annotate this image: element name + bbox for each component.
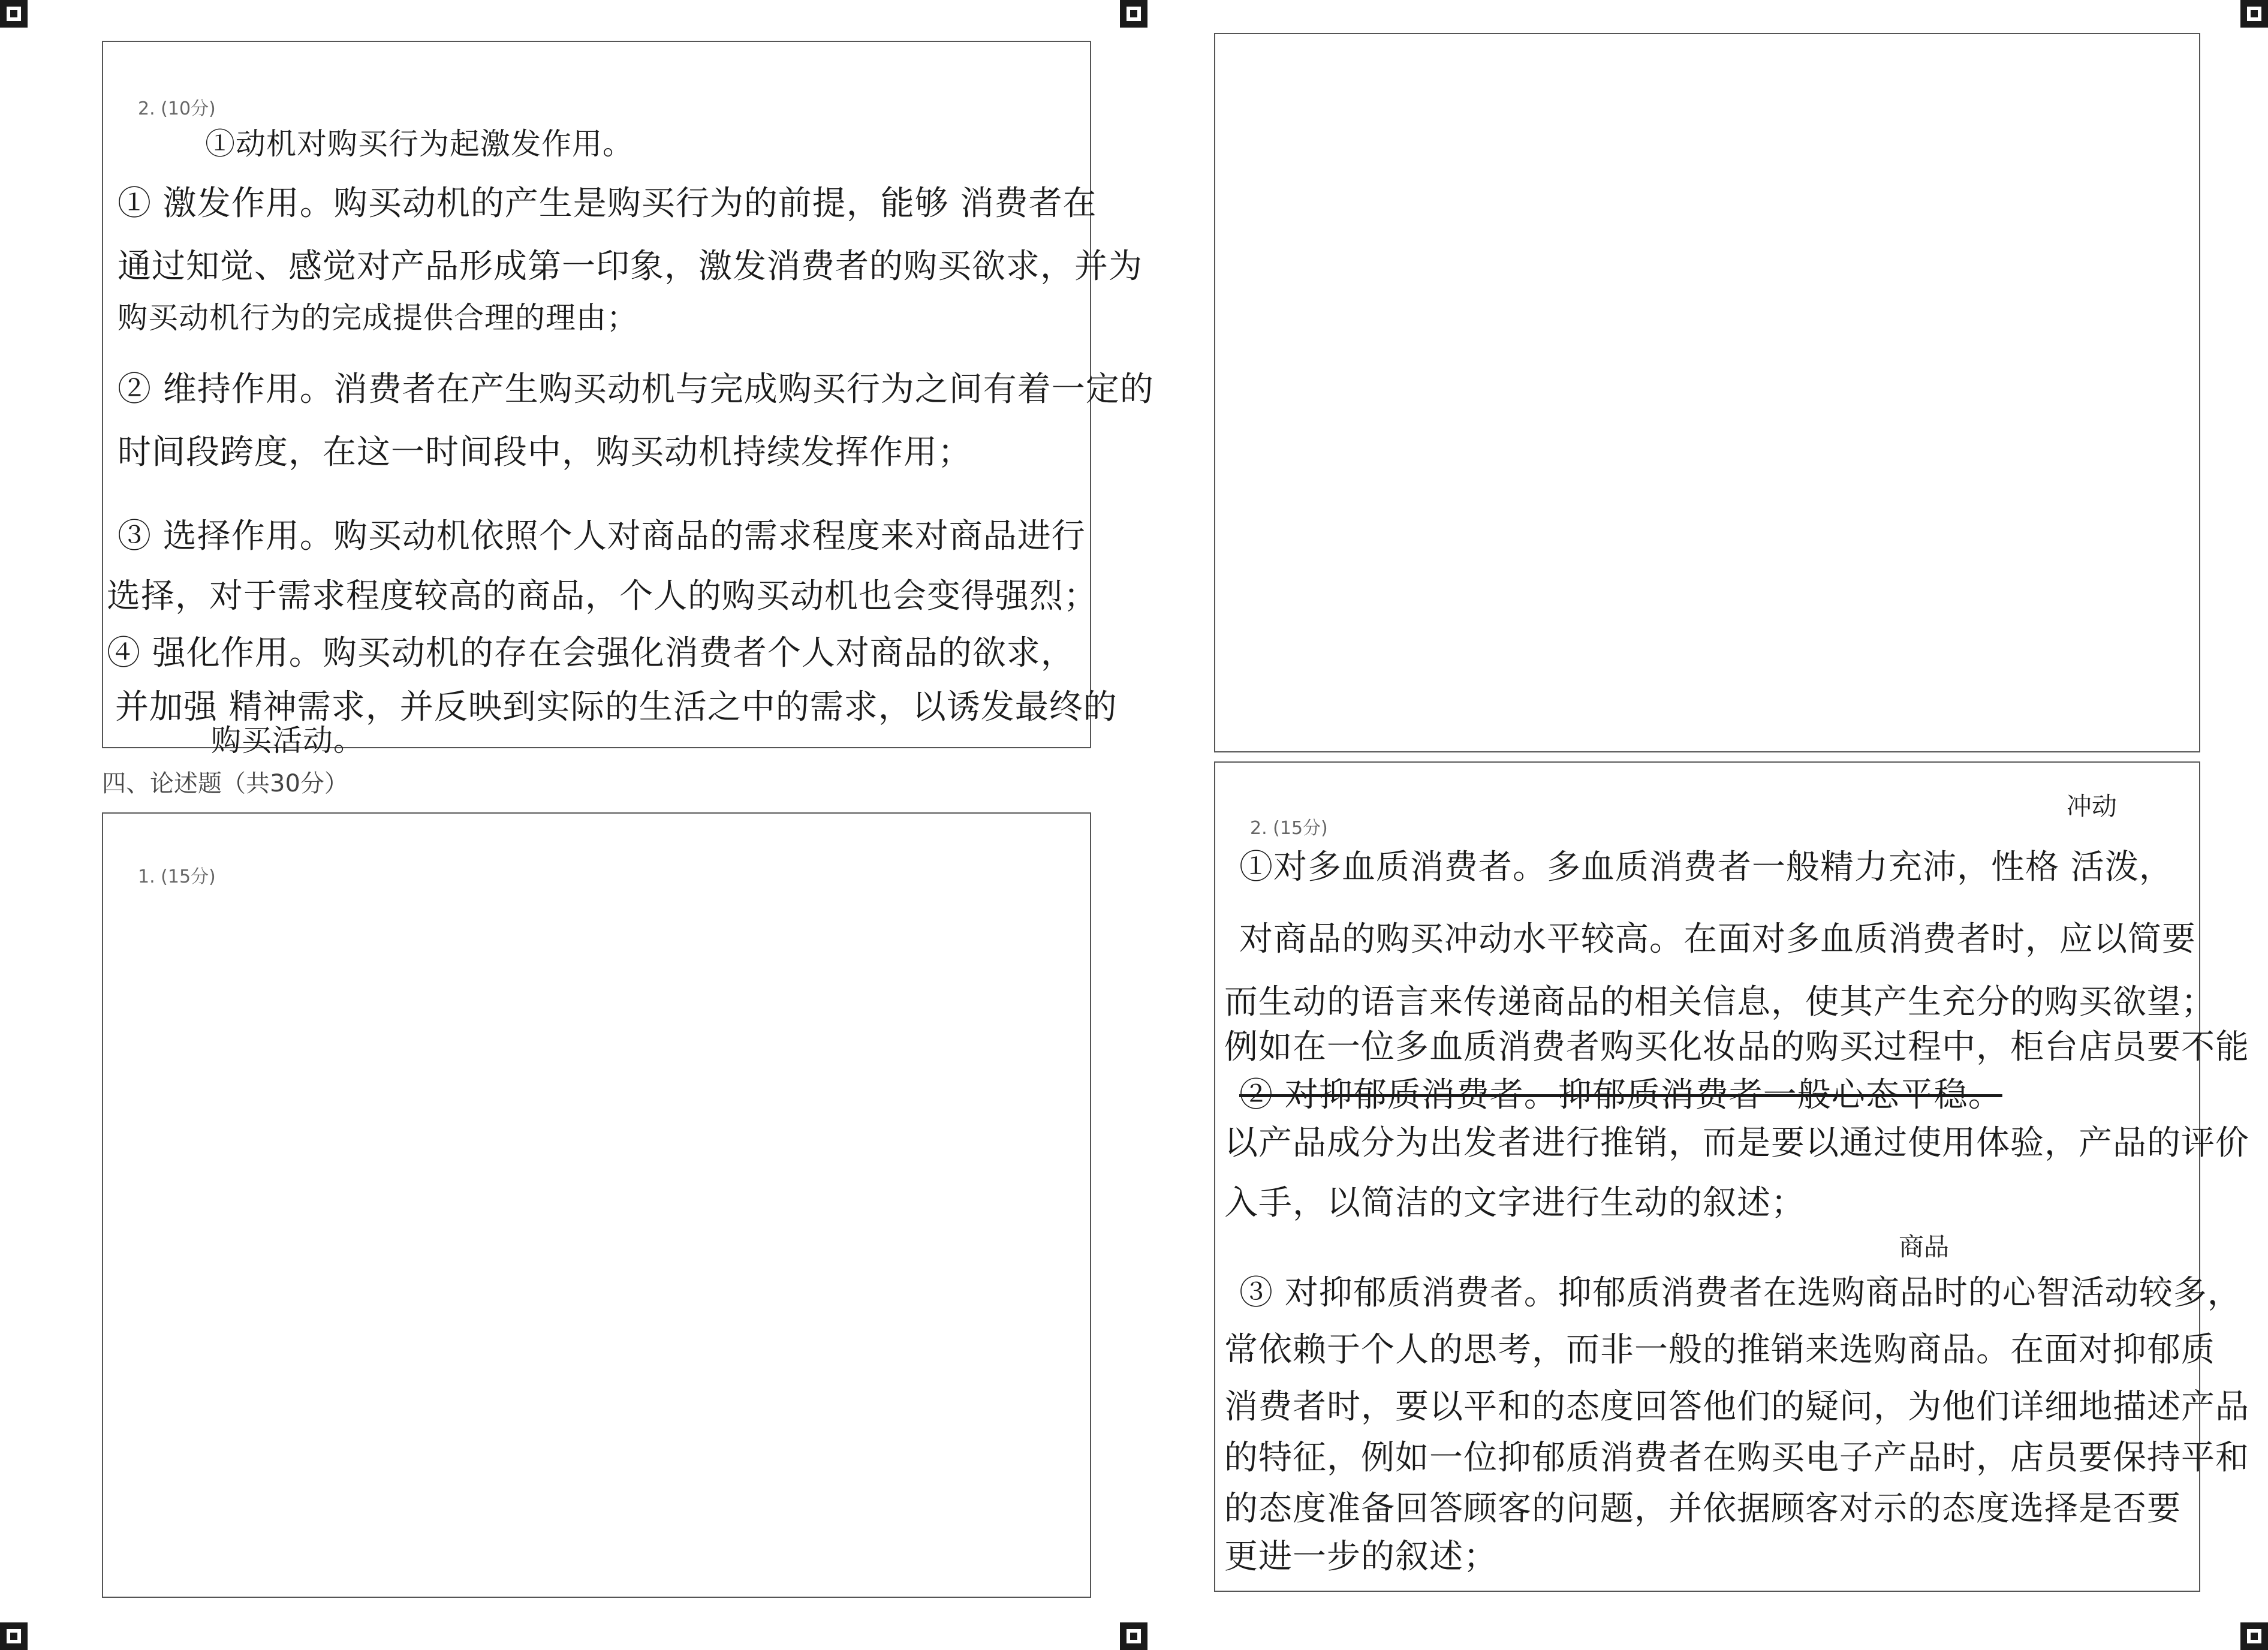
handwritten-insertion: 冲动: [2067, 791, 2118, 821]
registration-mark-bottom-right: [2240, 1622, 2268, 1650]
registration-mark-bottom-left: [0, 1622, 28, 1650]
handwritten-line-6: 时间段跨度，在这一时间段中，购买动机持续发挥作用；: [118, 433, 972, 472]
handwritten-line-2: ① 激发作用。购买动机的产生是购买行为的前提，能够 消费者在: [118, 184, 1097, 223]
handwritten-line-13: 更进一步的叙述；: [1224, 1537, 1498, 1576]
handwritten-line-11: 的特征，例如一位抑郁质消费者在购买电子产品时，店员要保持平和: [1224, 1438, 2249, 1477]
registration-mark-top-right: [2240, 0, 2268, 28]
handwritten-line-3: 而生动的语言来传递商品的相关信息，使其产生充分的购买欲望；: [1224, 983, 2215, 1022]
question-label: 2. (10分): [138, 98, 216, 119]
handwritten-line-1: ①动机对购买行为起激发作用。: [205, 127, 633, 161]
registration-mark-top-middle: [1120, 0, 1147, 28]
handwritten-line-8: ③ 对抑郁质消费者。抑郁质消费者在选购商品时的心智活动较多，: [1239, 1273, 2242, 1312]
answer-box-continuation: [1214, 33, 2200, 752]
handwritten-line-8: 选择，对于需求程度较高的商品，个人的购买动机也会变得强烈；: [107, 577, 1098, 616]
handwritten-line-7: ③ 选择作用。购买动机依照个人对商品的需求程度来对商品进行: [118, 517, 1086, 556]
handwritten-line-1: ①对多血质消费者。多血质消费者一般精力充沛，性格 活泼，: [1239, 848, 2173, 887]
question-label: 1. (15分): [138, 866, 216, 887]
handwritten-line-2: 对商品的购买冲动水平较高。在面对多血质消费者时，应以简要: [1239, 920, 2196, 959]
question-label: 2. (15分): [1250, 818, 1328, 839]
handwritten-line-10: 并加强 精神需求，并反映到实际的生活之中的需求，以诱发最终的: [115, 688, 1118, 727]
handwritten-line-12: 的态度准备回答顾客的问题，并依据顾客对示的态度选择是否要: [1224, 1489, 2181, 1528]
handwritten-line-9: ④ 强化作用。购买动机的存在会强化消费者个人对商品的欲求，: [107, 634, 1075, 673]
handwritten-line-4: 例如在一位多血质消费者购买化妆品的购买过程中，柜台店员要不能: [1224, 1028, 2249, 1067]
answer-box-q2-10pts: [102, 41, 1154, 758]
handwritten-line-6: 以产品成分为出发者进行推销，而是要以通过使用体验，产品的评价: [1224, 1124, 2249, 1163]
answer-box-q1-15pts: [102, 812, 1091, 1598]
handwritten-line-4: 购买动机行为的完成提供合理的理由；: [118, 300, 637, 335]
handwritten-line-10: 消费者时，要以平和的态度回答他们的疑问，为他们详细地描述产品: [1224, 1387, 2249, 1426]
handwritten-line-9: 常依赖于个人的思考，而非一般的推销来选购商品。在面对抑郁质: [1224, 1330, 2215, 1369]
handwritten-line-5-struck: ② 对抑郁质消费者。抑郁质消费者一般心态平稳。: [1239, 1076, 2002, 1115]
answer-box-q2-15pts: [1214, 761, 2249, 1592]
registration-mark-bottom-middle: [1120, 1622, 1147, 1650]
handwritten-line-11: 购买活动。: [211, 723, 364, 758]
handwritten-insertion: 商品: [1899, 1232, 1950, 1261]
registration-mark-top-left: [0, 0, 28, 28]
section-title: 四、论述题（共30分）: [102, 770, 348, 797]
handwritten-line-3: 通过知觉、感觉对产品形成第一印象，激发消费者的购买欲求，并为: [118, 247, 1143, 286]
handwritten-line-7: 入手，以简洁的文字进行生动的叙述；: [1224, 1184, 1805, 1223]
handwritten-line-5: ② 维持作用。消费者在产生购买动机与完成购买行为之间有着一定的: [118, 370, 1154, 409]
